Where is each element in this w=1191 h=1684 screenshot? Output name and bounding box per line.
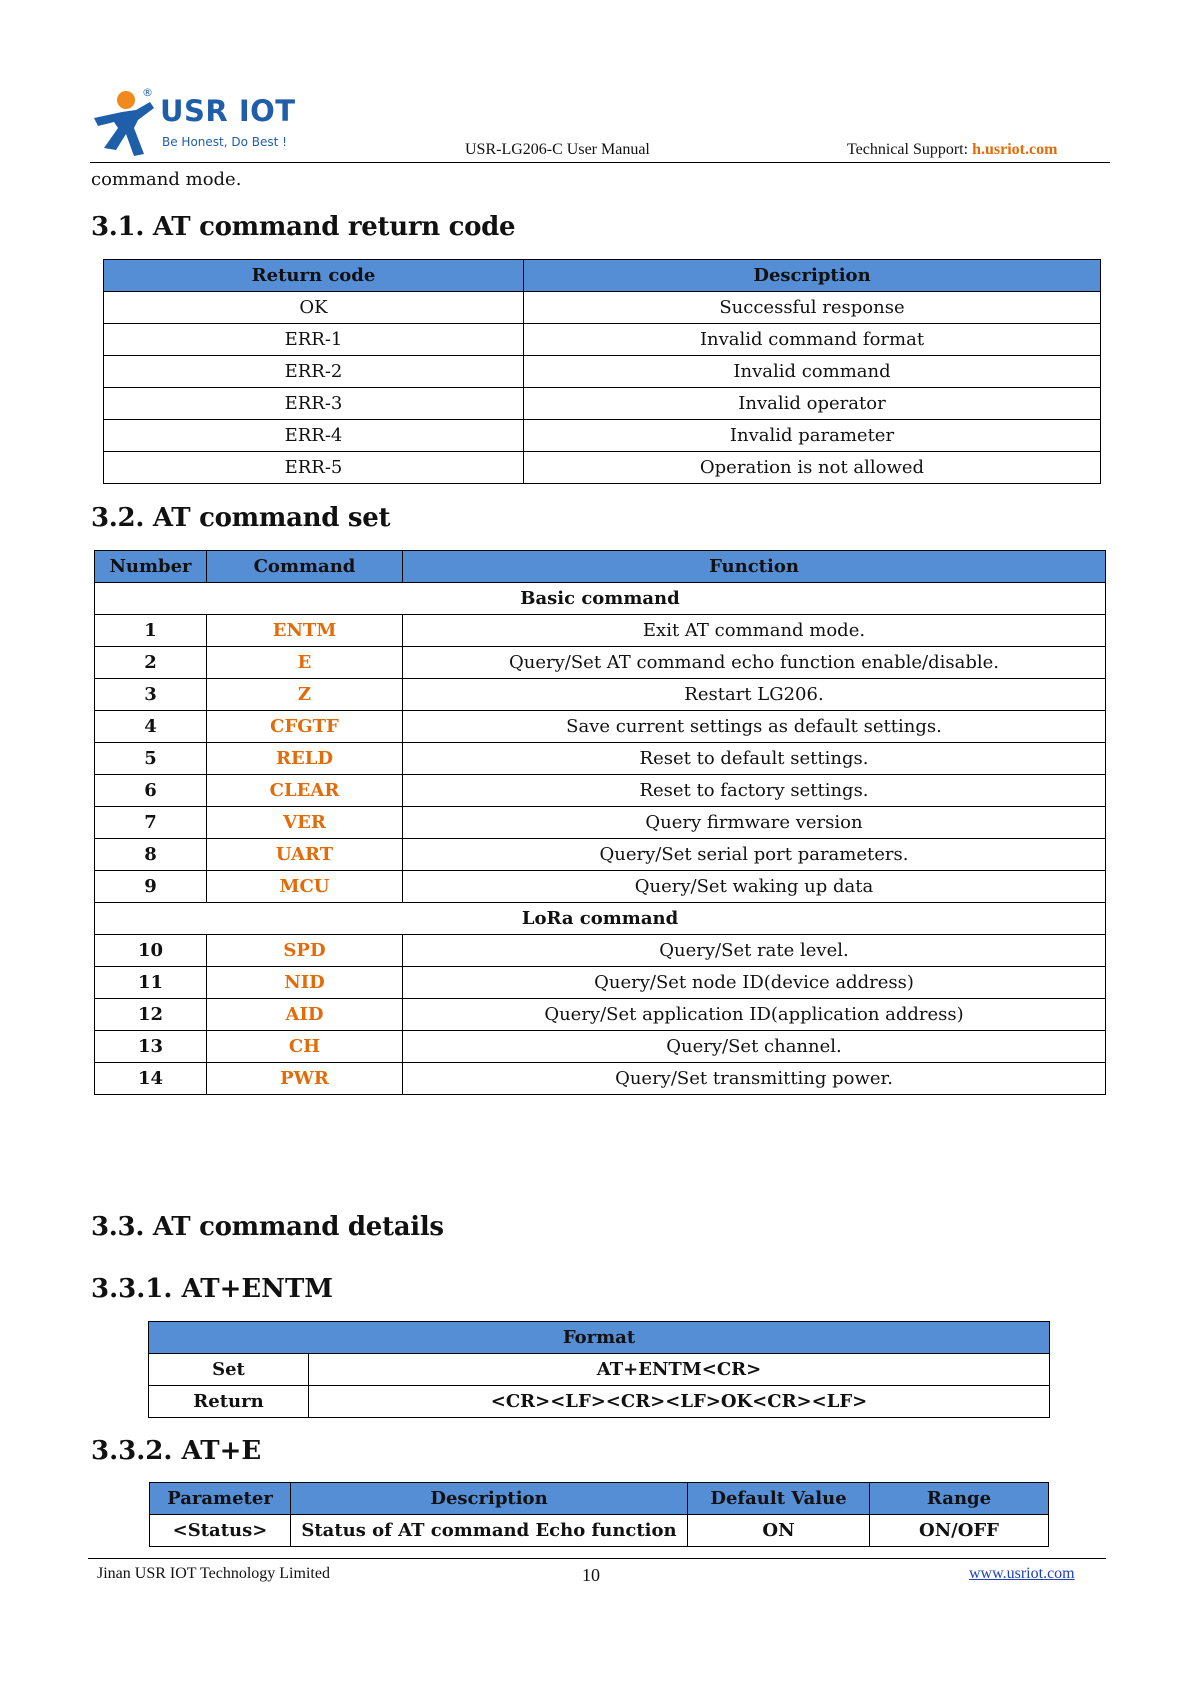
number-cell: 9 xyxy=(95,871,207,903)
return-code-cell: ERR-2 xyxy=(104,356,524,388)
function-cell: Exit AT command mode. xyxy=(403,615,1106,647)
table-row xyxy=(95,743,1106,775)
number-cell: 13 xyxy=(95,1031,207,1063)
table-row xyxy=(150,1515,1049,1547)
return-code-table xyxy=(103,259,1101,484)
group-row xyxy=(95,583,1106,615)
number-cell: 6 xyxy=(95,775,207,807)
number-cell: 14 xyxy=(95,1063,207,1095)
command-cell: ENTM xyxy=(207,615,403,647)
column-header: Range xyxy=(870,1483,1049,1515)
format-header: Format xyxy=(149,1322,1050,1354)
table-row xyxy=(149,1386,1050,1418)
table-row xyxy=(95,839,1106,871)
number-cell: 1 xyxy=(95,615,207,647)
command-cell: SPD xyxy=(207,935,403,967)
description-cell: Invalid operator xyxy=(524,388,1101,420)
command-cell: CH xyxy=(207,1031,403,1063)
table-row xyxy=(95,647,1106,679)
return-code-cell: ERR-5 xyxy=(104,452,524,484)
table-row xyxy=(149,1354,1050,1386)
function-cell: Reset to factory settings. xyxy=(403,775,1106,807)
section-3-3-2-title: 3.3.2. AT+E xyxy=(91,1436,262,1466)
section-3-3-1-title: 3.3.1. AT+ENTM xyxy=(91,1274,334,1304)
number-cell: 8 xyxy=(95,839,207,871)
column-header: Default Value xyxy=(688,1483,870,1515)
return-code-cell: ERR-3 xyxy=(104,388,524,420)
set-label-cell: Set xyxy=(149,1354,309,1386)
table-row xyxy=(95,935,1106,967)
return-code-cell: ERR-1 xyxy=(104,324,524,356)
number-cell: 2 xyxy=(95,647,207,679)
section-3-3-title: 3.3. AT command details xyxy=(91,1212,444,1242)
description-cell: Invalid command xyxy=(524,356,1101,388)
command-cell: UART xyxy=(207,839,403,871)
table-row xyxy=(95,1063,1106,1095)
function-cell: Query/Set AT command echo function enable/disable. xyxy=(403,647,1106,679)
brand-slogan: Be Honest, Do Best ! xyxy=(162,135,287,149)
return-code-cell: OK xyxy=(104,292,524,324)
command-set-table xyxy=(94,550,1106,1095)
table-row xyxy=(104,356,1101,388)
table-row xyxy=(95,807,1106,839)
manual-title: USR-LG206-C User Manual xyxy=(465,141,650,158)
parameter-cell: <Status> xyxy=(150,1515,291,1547)
return-code-cell: ERR-4 xyxy=(104,420,524,452)
description-cell: Operation is not allowed xyxy=(524,452,1101,484)
function-cell: Query firmware version xyxy=(403,807,1106,839)
function-cell: Query/Set application ID(application address) xyxy=(403,999,1106,1031)
footer-divider xyxy=(88,1558,1106,1559)
command-cell: VER xyxy=(207,807,403,839)
table-row xyxy=(95,679,1106,711)
group-row xyxy=(95,903,1106,935)
table-row xyxy=(95,711,1106,743)
technical-support xyxy=(847,141,1057,159)
table-row xyxy=(104,292,1101,324)
number-cell: 7 xyxy=(95,807,207,839)
return-label-cell: Return xyxy=(149,1386,309,1418)
section-3-2-title: 3.2. AT command set xyxy=(91,503,391,533)
column-header: Parameter xyxy=(150,1483,291,1515)
function-cell: Save current settings as default settings. xyxy=(403,711,1106,743)
column-header: Description xyxy=(291,1483,688,1515)
table-row xyxy=(95,1031,1106,1063)
table-header-row xyxy=(149,1322,1050,1354)
brand-name: USR IOT xyxy=(160,94,296,128)
footer-company: Jinan USR IOT Technology Limited xyxy=(97,1565,330,1582)
command-cell: RELD xyxy=(207,743,403,775)
number-cell: 5 xyxy=(95,743,207,775)
table-row xyxy=(104,388,1101,420)
entm-format-table xyxy=(148,1321,1050,1418)
return-value-cell: <CR><LF><CR><LF>OK<CR><LF> xyxy=(309,1386,1050,1418)
description-cell: Successful response xyxy=(524,292,1101,324)
intro-text: command mode. xyxy=(91,169,242,190)
command-cell: E xyxy=(207,647,403,679)
command-cell: PWR xyxy=(207,1063,403,1095)
support-label: Technical Support: xyxy=(847,141,969,158)
table-header-row xyxy=(150,1483,1049,1515)
function-cell: Query/Set rate level. xyxy=(403,935,1106,967)
command-cell: CFGTF xyxy=(207,711,403,743)
column-header: Number xyxy=(95,551,207,583)
function-cell: Query/Set waking up data xyxy=(403,871,1106,903)
logo xyxy=(92,86,296,158)
registered-mark: ® xyxy=(142,86,153,99)
table-header-row xyxy=(104,260,1101,292)
table-row xyxy=(104,324,1101,356)
function-cell: Query/Set node ID(device address) xyxy=(403,967,1106,999)
column-header: Return code xyxy=(104,260,524,292)
support-link[interactable]: h.usriot.com xyxy=(972,141,1058,158)
number-cell: 10 xyxy=(95,935,207,967)
table-row xyxy=(95,871,1106,903)
page-number: 10 xyxy=(582,1565,600,1585)
description-cell: Invalid command format xyxy=(524,324,1101,356)
number-cell: 3 xyxy=(95,679,207,711)
group-label-lora: LoRa command xyxy=(95,903,1106,935)
number-cell: 11 xyxy=(95,967,207,999)
set-value-cell: AT+ENTM<CR> xyxy=(309,1354,1050,1386)
column-header: Description xyxy=(524,260,1101,292)
table-row xyxy=(95,615,1106,647)
number-cell: 12 xyxy=(95,999,207,1031)
command-cell: CLEAR xyxy=(207,775,403,807)
function-cell: Restart LG206. xyxy=(403,679,1106,711)
description-cell: Invalid parameter xyxy=(524,420,1101,452)
footer-website-link[interactable]: www.usriot.com xyxy=(969,1565,1075,1582)
command-cell: NID xyxy=(207,967,403,999)
function-cell: Reset to default settings. xyxy=(403,743,1106,775)
command-cell: AID xyxy=(207,999,403,1031)
default-value-cell: ON xyxy=(688,1515,870,1547)
table-row xyxy=(95,967,1106,999)
table-row xyxy=(95,775,1106,807)
command-cell: Z xyxy=(207,679,403,711)
section-3-1-title: 3.1. AT command return code xyxy=(91,212,516,242)
header-divider xyxy=(90,162,1110,163)
function-cell: Query/Set channel. xyxy=(403,1031,1106,1063)
group-label-basic: Basic command xyxy=(95,583,1106,615)
echo-parameter-table xyxy=(149,1482,1049,1547)
function-cell: Query/Set serial port parameters. xyxy=(403,839,1106,871)
table-row xyxy=(104,420,1101,452)
table-row xyxy=(95,999,1106,1031)
table-row xyxy=(104,452,1101,484)
command-cell: MCU xyxy=(207,871,403,903)
function-cell: Query/Set transmitting power. xyxy=(403,1063,1106,1095)
table-header-row xyxy=(95,551,1106,583)
column-header: Function xyxy=(403,551,1106,583)
description-cell: Status of AT command Echo function xyxy=(291,1515,688,1547)
column-header: Command xyxy=(207,551,403,583)
range-cell: ON/OFF xyxy=(870,1515,1049,1547)
number-cell: 4 xyxy=(95,711,207,743)
